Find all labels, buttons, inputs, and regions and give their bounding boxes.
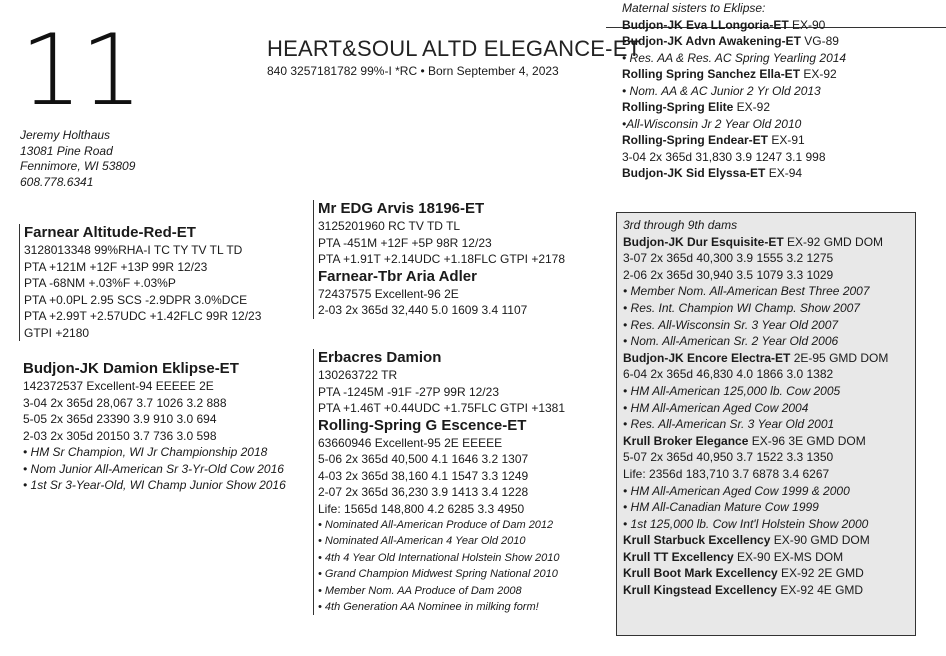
ancestral-dam-entry-text: • Nom. All-American Sr. 2 Year Old 2006: [623, 334, 839, 349]
ancestral-dam-entry-text: EX-96 3E GMD DOM: [748, 433, 866, 448]
maternal-sister-entry-text: EX-92: [800, 67, 837, 81]
lot-number: 11: [20, 14, 141, 128]
ancestral-dam-entry-text: • Res. All-Wisconsin Sr. 3 Year Old 2007: [623, 317, 839, 332]
dams-box-heading: 3rd through 9th dams: [623, 218, 738, 232]
maternal-sister-entry: [622, 99, 846, 116]
maternal-sister-entry: [622, 149, 846, 166]
ancestral-dam-entry: [623, 350, 909, 367]
maternal-sister-entry-text: 3-04 2x 365d 31,830 3.9 1247 3.1 998: [622, 149, 826, 164]
dam-sire-line: PTA +1.46T +0.44UDC +1.75FLC GTPI +1381: [318, 401, 566, 415]
maternal-sisters-list: [622, 17, 846, 182]
maternal-sister-entry-text: VG-89: [800, 34, 839, 48]
owner-name: Jeremy Holthaus: [20, 128, 111, 142]
ancestral-dam-entry: [623, 532, 909, 549]
dam-honor: • Nom Junior All-American Sr 3-Yr-Old Cow 2016: [23, 461, 284, 476]
sire-line: 3128013348 99%RHA-I TC TY TV TL TD: [24, 243, 243, 257]
maternal-sister-entry-text: • Res. AA & Res. AC Spring Yearling 2014: [622, 50, 847, 65]
maternal-sister-entry: [622, 50, 846, 67]
ancestral-dam-entry: [623, 366, 909, 383]
dam-line: 142372537 Excellent-94 EEEEE 2E: [23, 379, 214, 393]
maternal-sister-entry-text: EX-92: [733, 100, 771, 114]
sire-line: PTA +121M +12F +13P 99R 12/23: [24, 259, 208, 274]
ancestral-dam-entry-text: • 1st 125,000 lb. Cow Int'l Holstein Show 2000: [623, 516, 869, 531]
ancestral-dam-entry: [623, 416, 909, 433]
maternal-sister-entry-name: Rolling-Spring Elite: [622, 100, 734, 114]
sire-line: PTA +2.99T +2.57UDC +1.42FLC 99R 12/23: [24, 309, 262, 323]
ancestral-dam-entry-name: Krull Broker Elegance: [623, 433, 749, 448]
ancestral-dam-entry-text: • Res. All-American Sr. 3 Year Old 2001: [623, 417, 835, 432]
ancestral-dam-entry-name: Krull Boot Mark Excellency: [623, 566, 778, 581]
ancestral-dam-entry: [623, 433, 909, 450]
dam-dam-name: Rolling-Spring G Escence-ET: [318, 416, 527, 434]
owner-phone: 608.778.6341: [20, 174, 94, 189]
dam-dam-line: Life: 1565d 148,800 4.2 6285 3.3 4950: [318, 501, 525, 516]
sire-line: PTA -68NM +.03%F +.03%P: [24, 276, 176, 290]
ancestral-dam-entry: [623, 234, 909, 251]
dam-dam-honor: • 4th Generation AA Nominee in milking form!: [318, 601, 539, 614]
ancestral-dam-entry: [623, 565, 909, 582]
dam-dam-honor: • Member Nom. AA Produce of Dam 2008: [318, 584, 522, 597]
ancestral-dam-entry-text: • HM All-American Aged Cow 1999 & 2000: [623, 483, 850, 498]
ancestral-dam-entry-text: 5-07 2x 365d 40,950 3.7 1522 3.3 1350: [623, 450, 834, 465]
dam-line: 3-04 2x 365d 28,067 3.7 1026 3.2 888: [23, 395, 227, 410]
maternal-sister-entry-name: Budjon-JK Advn Awakening-ET: [622, 34, 801, 48]
owner-info: [20, 128, 135, 190]
ancestral-dam-entry-text: • HM All-Canadian Mature Cow 1999: [623, 500, 819, 515]
dams-list: [623, 234, 909, 599]
ancestral-dam-entry: [623, 267, 909, 284]
sire-sire-line: 3125201960 RC TV TD TL: [318, 219, 461, 233]
ancestral-dam-entry: [623, 300, 909, 317]
maternal-sisters-heading: Maternal sisters to Eklipse:: [622, 1, 766, 15]
maternal-sister-entry-text: • Nom. AA & AC Junior 2 Yr Old 2013: [622, 83, 821, 98]
maternal-sisters: [622, 0, 846, 182]
dam-line: 5-05 2x 365d 23390 3.9 910 3.0 694: [23, 412, 217, 426]
maternal-sister-entry-text: •All-Wisconsin Jr 2 Year Old 2010: [622, 116, 802, 131]
dam-sire-line: PTA -1245M -91F -27P 99R 12/23: [318, 384, 499, 399]
ancestral-dam-entry-text: EX-92 4E GMD: [777, 583, 864, 598]
sire-line: GTPI +2180: [24, 325, 90, 340]
dam-dam-honor: • 4th 4 Year Old International Holstein Show 2010: [318, 551, 560, 564]
ancestral-dam-entry-text: • Member Nom. All-American Best Three 2007: [623, 284, 870, 299]
sire-sire-line: PTA +1.91T +2.14UDC +1.18FLC GTPI +2178: [318, 252, 566, 266]
dam-name: Budjon-JK Damion Eklipse-ET: [23, 360, 239, 377]
maternal-sister-entry-text: EX-94: [765, 166, 803, 180]
maternal-sister-entry: [622, 165, 846, 182]
sire-dam-line: 2-03 2x 365d 32,440 5.0 1609 3.4 1107: [318, 303, 528, 317]
ancestral-dam-entry: [623, 516, 909, 533]
ancestral-dam-entry: [623, 549, 909, 566]
ancestral-dam-entry: [623, 383, 909, 400]
ancestral-dam-entry-text: 6-04 2x 365d 46,830 4.0 1866 3.0 1382: [623, 367, 834, 382]
maternal-sister-entry: [622, 33, 846, 50]
sire-dam-line: 72437575 Excellent-96 2E: [318, 286, 459, 301]
dam-sire-block: [313, 349, 565, 615]
dam-dam-honor: • Grand Champion Midwest Spring National 2010: [318, 568, 558, 581]
animal-details: 840 3257181782 99%-I *RC • Born September 4, 2023: [267, 64, 559, 78]
sire-name: Farnear Altitude-Red-ET: [24, 224, 196, 241]
dam-line: 2-03 2x 305d 20150 3.7 736 3.0 598: [23, 428, 217, 443]
dam-sire-name: Erbacres Damion: [318, 349, 442, 366]
owner-city: Fennimore, WI 53809: [20, 159, 136, 173]
ancestral-dam-entry-name: Krull Starbuck Excellency: [623, 533, 771, 548]
ancestral-dam-entry: [623, 283, 909, 300]
ancestral-dam-entry-name: Krull TT Excellency: [623, 549, 734, 564]
sire-dam-name: Farnear-Tbr Aria Adler: [318, 267, 477, 285]
dam-dam-line: 2-07 2x 365d 36,230 3.9 1413 3.4 1228: [318, 485, 529, 499]
ancestral-dam-entry: [623, 483, 909, 500]
sire-block: [19, 224, 261, 341]
dam-honor: • 1st Sr 3-Year-Old, WI Champ Junior Show 2016: [23, 478, 286, 492]
ancestral-dam-entry-text: Life: 2356d 183,710 3.7 6878 3.4 6267: [623, 466, 830, 481]
ancestral-dams-box: [616, 212, 916, 636]
ancestral-dam-entry-text: 2E-95 GMD DOM: [790, 350, 889, 365]
maternal-sister-entry: [622, 116, 846, 133]
ancestral-dam-entry-text: 3-07 2x 365d 40,300 3.9 1555 3.2 1275: [623, 251, 834, 266]
sire-sire-line: PTA -451M +12F +5P 98R 12/23: [318, 235, 492, 250]
ancestral-dam-entry: [623, 333, 909, 350]
maternal-sister-entry-name: Rolling-Spring Endear-ET: [622, 133, 768, 147]
dam-block: [19, 360, 286, 494]
dam-honor: • HM Sr Champion, WI Jr Championship 2018: [23, 445, 268, 459]
maternal-sister-entry: [622, 17, 846, 34]
ancestral-dam-entry: [623, 317, 909, 334]
maternal-sister-entry: [622, 83, 846, 100]
sire-line: PTA +0.0PL 2.95 SCS -2.9DPR 3.0%DCE: [24, 292, 248, 307]
maternal-sister-entry-name: Rolling Spring Sanchez Ella-ET: [622, 67, 801, 81]
ancestral-dam-entry-text: 2-06 2x 365d 30,940 3.5 1079 3.3 1029: [623, 267, 834, 282]
maternal-sister-entry-text: EX-90: [788, 17, 826, 32]
ancestral-dam-entry: [623, 499, 909, 516]
ancestral-dam-entry: [623, 250, 909, 267]
dam-dam-line: 63660946 Excellent-95 2E EEEEE: [318, 435, 503, 450]
owner-address: 13081 Pine Road: [20, 143, 113, 158]
animal-name: HEART&SOUL ALTD ELEGANCE-ET: [267, 36, 642, 61]
maternal-sister-entry: [622, 66, 846, 83]
dam-dam-honor: • Nominated All-American 4 Year Old 2010: [318, 535, 526, 548]
sire-sire-block: [313, 200, 565, 319]
ancestral-dam-entry-text: • HM All-American Aged Cow 2004: [623, 400, 809, 415]
ancestral-dam-entry-text: • HM All-American 125,000 lb. Cow 2005: [623, 383, 841, 398]
sire-sire-name: Mr EDG Arvis 18196-ET: [318, 200, 485, 217]
dam-dam-line: 4-03 2x 365d 38,160 4.1 1547 3.3 1249: [318, 468, 529, 483]
ancestral-dam-entry-name: Budjon-JK Dur Esquisite-ET: [623, 234, 784, 249]
ancestral-dam-entry-text: EX-92 2E GMD: [777, 566, 864, 581]
maternal-sister-entry-name: Budjon-JK Sid Elyssa-ET: [622, 166, 766, 180]
maternal-sister-entry: [622, 132, 846, 149]
ancestral-dam-entry-text: • Res. Int. Champion WI Champ. Show 2007: [623, 300, 860, 315]
ancestral-dam-entry-text: EX-92 GMD DOM: [783, 234, 884, 249]
ancestral-dam-entry: [623, 582, 909, 599]
ancestral-dam-entry: [623, 400, 909, 417]
dam-sire-line: 130263722 TR: [318, 368, 398, 382]
ancestral-dam-entry-name: Budjon-JK Encore Electra-ET: [623, 350, 791, 365]
ancestral-dam-entry: [623, 466, 909, 483]
ancestral-dam-entry: [623, 449, 909, 466]
ancestral-dam-entry-name: Krull Kingstead Excellency: [623, 583, 778, 598]
dam-dam-line: 5-06 2x 365d 40,500 4.1 1646 3.2 1307: [318, 452, 529, 466]
maternal-sister-entry-name: Budjon-JK Eva LLongoria-ET: [622, 17, 789, 32]
ancestral-dam-entry-text: EX-90 EX-MS DOM: [733, 549, 844, 564]
ancestral-dam-entry-text: EX-90 GMD DOM: [770, 533, 870, 548]
maternal-sister-entry-text: EX-91: [768, 133, 805, 147]
dam-dam-honor: • Nominated All-American Produce of Dam 2012: [318, 519, 554, 531]
